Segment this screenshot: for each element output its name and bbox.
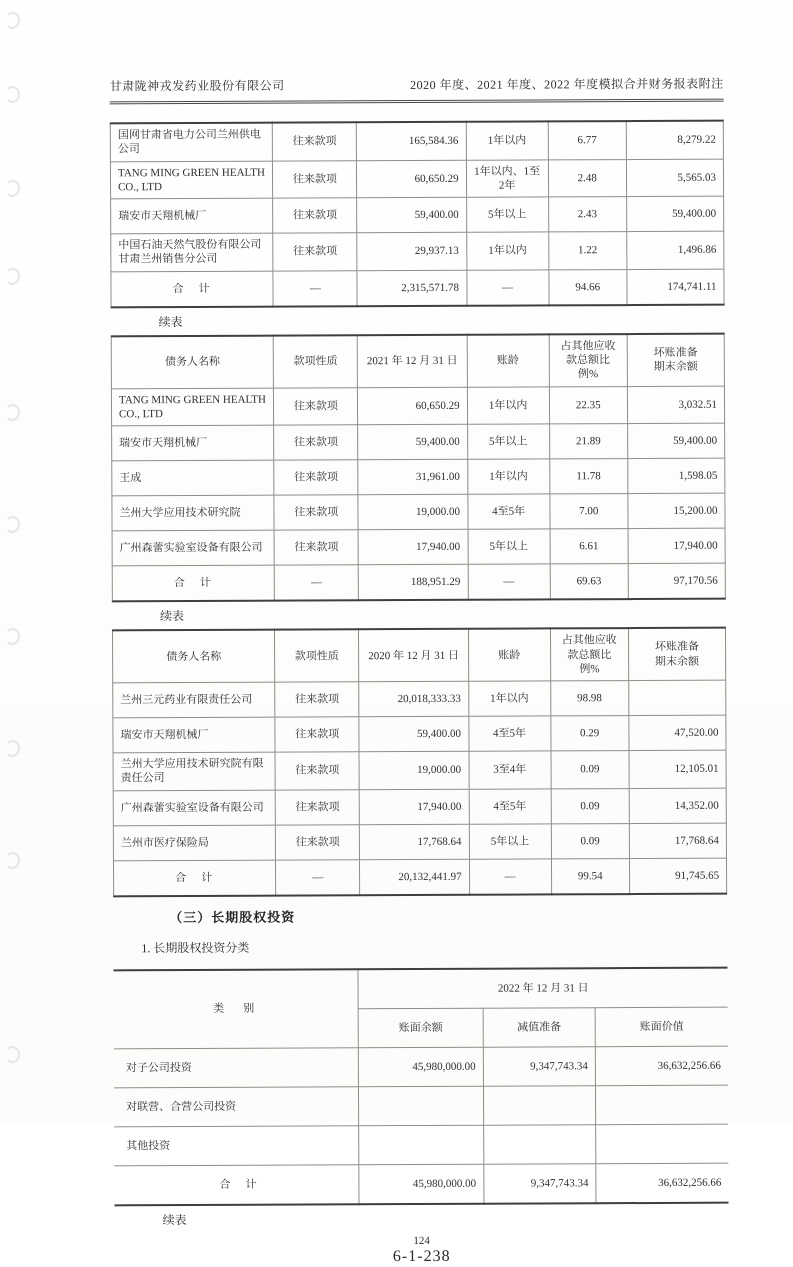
column-header: 2020 年 12 月 31 日 xyxy=(359,629,468,682)
table-cell: 1年以内 xyxy=(467,459,549,494)
table-cell: 98.98 xyxy=(550,681,628,716)
page-content xyxy=(109,0,729,1267)
table-cell: 对子公司投资 xyxy=(114,1048,359,1088)
table-row xyxy=(113,750,726,790)
table-header-row xyxy=(112,628,725,683)
table-row xyxy=(111,231,724,271)
table-cell: — xyxy=(469,859,551,895)
table-row xyxy=(112,458,725,496)
table-cell: 往来款项 xyxy=(274,530,358,565)
table-row xyxy=(112,528,725,566)
table-cell: 5年以上 xyxy=(469,824,551,859)
table-cell: 4至5年 xyxy=(469,789,551,824)
table-cell: 1年以内 xyxy=(466,232,548,270)
table-cell: 合 计 xyxy=(112,565,274,601)
table-cell: 45,980,000.00 xyxy=(359,1164,484,1204)
table-cell: 国网甘肃省电力公司兰州供电公司 xyxy=(110,123,272,162)
table-cell: 兰州大学应用技术研究院 xyxy=(112,495,274,531)
table-cell: 合 计 xyxy=(114,1165,359,1206)
table-cell: 59,400.00 xyxy=(357,197,466,232)
table-cell: 188,951.29 xyxy=(359,565,468,601)
table-row xyxy=(114,1085,728,1127)
table-cell: 0.29 xyxy=(551,716,629,751)
table-cell: 15,200.00 xyxy=(628,493,725,528)
table-cell xyxy=(483,1124,596,1163)
table-cell: 往来款项 xyxy=(273,160,357,198)
table-cell: 19,000.00 xyxy=(358,495,467,530)
table-cell: 1年以内 xyxy=(467,387,549,425)
table-row xyxy=(110,121,723,162)
table-cell: 36,632,256.66 xyxy=(595,1046,728,1086)
binding-hole-mark xyxy=(5,852,20,869)
table-cell: 兰州大学应用技术研究院有限责任公司 xyxy=(113,752,275,790)
table-cell: 王成 xyxy=(112,460,274,496)
table-cell: 60,650.29 xyxy=(358,387,467,425)
table-cell: 21.89 xyxy=(549,424,627,459)
table-row xyxy=(111,386,724,426)
table-cell: TANG MING GREEN HEALTH CO., LTD xyxy=(110,161,272,199)
table-cell: 20,132,441.97 xyxy=(360,859,469,895)
sub-heading: 1. 长期股权投资分类 xyxy=(141,940,250,955)
table-cell: 17,940.00 xyxy=(628,528,725,563)
table-cell: 69.63 xyxy=(550,564,628,600)
column-header: 占其他应收 款总额比例% xyxy=(550,628,628,681)
binding-hole-mark xyxy=(5,516,20,533)
column-header: 款项性质 xyxy=(273,335,357,388)
table-cell: 17,940.00 xyxy=(360,789,469,824)
table-cell: 广州森蕾实验室设备有限公司 xyxy=(112,530,274,566)
binding-hole-mark xyxy=(5,86,20,103)
column-header: 2021 年 12 月 31 日 xyxy=(358,335,467,388)
table-cell: 瑞安市天翔机械厂 xyxy=(111,198,273,234)
table-cell: 往来款项 xyxy=(274,460,358,495)
table-row xyxy=(114,1046,728,1088)
table-cell: 1,598.05 xyxy=(628,458,725,493)
table-row xyxy=(114,1124,728,1166)
table-cell: — xyxy=(276,860,360,896)
table-cell: 9,347,743.34 xyxy=(483,1163,596,1203)
table-cell: 20,018,333.33 xyxy=(359,681,468,716)
binding-hole-mark xyxy=(5,628,20,645)
binding-hole-mark xyxy=(5,1046,20,1063)
binding-marks xyxy=(0,0,30,1122)
table-cell: 11.78 xyxy=(549,459,627,494)
table-cell: 29,937.13 xyxy=(357,232,466,270)
document-header xyxy=(110,75,724,105)
document-footer xyxy=(115,1233,729,1267)
table-cell: 1年以内 xyxy=(468,681,550,716)
table-cell: 其他投资 xyxy=(114,1126,359,1166)
total-row xyxy=(111,269,724,307)
other-receivables-table-2020 xyxy=(112,627,727,897)
table-cell: 2.48 xyxy=(548,159,626,197)
table-cell: 往来款项 xyxy=(273,233,357,271)
table-row xyxy=(111,196,724,234)
table-cell: 31,961.00 xyxy=(358,460,467,495)
section-heading: （三）长期股权投资 xyxy=(169,909,296,925)
table-cell: 174,741.11 xyxy=(627,269,724,305)
table-cell: 94.66 xyxy=(549,269,627,305)
table-cell: 7.00 xyxy=(550,494,628,529)
page-number: 124 xyxy=(413,1234,430,1247)
table-cell: 8,279.22 xyxy=(626,121,723,160)
column-header: 坏账准备 期末余额 xyxy=(627,333,724,386)
table-cell: 36,632,256.66 xyxy=(596,1163,729,1203)
table-cell: 165,584.36 xyxy=(357,122,466,161)
continued-table-label: 续表 xyxy=(158,314,183,329)
table-header-row xyxy=(113,967,727,1009)
table-row xyxy=(113,823,726,861)
table-cell: 60,650.29 xyxy=(357,160,466,198)
table-cell: 17,768.64 xyxy=(629,823,726,858)
book-balance-header: 账面余额 xyxy=(358,1008,483,1048)
total-row xyxy=(114,1163,728,1205)
table-cell: 17,940.00 xyxy=(358,530,467,565)
binding-hole-mark xyxy=(5,180,20,197)
table-cell: 99.54 xyxy=(551,858,629,894)
column-header: 占其他应收 款总额比例% xyxy=(549,334,627,387)
table-row xyxy=(113,680,726,718)
table-row xyxy=(113,788,726,826)
table-cell: 59,400.00 xyxy=(626,196,723,231)
table-cell: 2,315,571.78 xyxy=(357,270,466,306)
column-header: 债务人名称 xyxy=(111,335,273,388)
table-cell: 22.35 xyxy=(549,386,627,424)
table-cell: 4至5年 xyxy=(468,716,550,751)
table-cell: 59,400.00 xyxy=(627,423,724,458)
table-cell: 5,565.03 xyxy=(626,159,723,197)
table-cell: 5年以上 xyxy=(467,424,549,459)
table-cell: — xyxy=(468,564,550,600)
table-cell: 0.09 xyxy=(551,751,629,789)
table-header-row xyxy=(111,333,724,388)
binding-hole-mark xyxy=(5,268,20,285)
table-cell: 5年以上 xyxy=(468,529,550,564)
date-column-header: 2022 年 12 月 31 日 xyxy=(358,967,727,1008)
long-term-equity-table xyxy=(113,966,728,1206)
binding-hole-mark xyxy=(5,740,20,757)
table-cell xyxy=(629,680,726,715)
table-cell: 往来款项 xyxy=(275,790,359,825)
table-cell: 97,170.56 xyxy=(628,563,725,599)
table-cell: 47,520.00 xyxy=(629,715,726,750)
binding-hole-mark xyxy=(5,404,20,421)
table-cell: 往来款项 xyxy=(276,825,360,860)
table-cell xyxy=(483,1085,596,1124)
table-cell: — xyxy=(466,270,548,306)
table-cell: 14,352.00 xyxy=(629,788,726,823)
table-cell: 2.43 xyxy=(548,197,626,232)
table-cell: 17,768.64 xyxy=(360,824,469,859)
other-receivables-table-2021 xyxy=(111,332,726,602)
table-row xyxy=(112,493,725,531)
table-cell: 0.09 xyxy=(551,823,629,858)
table-cell: — xyxy=(273,271,357,307)
table-cell: 合 计 xyxy=(111,271,273,307)
table-cell: 中国石油天然气股份有限公司甘肃兰州销售分公司 xyxy=(111,233,273,271)
impairment-provision-header: 减值准备 xyxy=(483,1007,596,1046)
table-cell xyxy=(359,1086,484,1126)
table-cell: 45,980,000.00 xyxy=(359,1047,484,1087)
table-cell: 兰州市医疗保险局 xyxy=(113,825,275,861)
table-cell: 91,745.65 xyxy=(629,858,726,894)
binding-hole-mark xyxy=(5,12,20,29)
table-row xyxy=(113,715,726,753)
table-cell: 5年以上 xyxy=(466,197,548,232)
total-row xyxy=(113,858,726,896)
table-cell: 19,000.00 xyxy=(359,751,468,789)
table-cell: 12,105.01 xyxy=(629,750,726,788)
table-cell xyxy=(359,1125,484,1165)
column-header: 债务人名称 xyxy=(112,630,274,683)
column-header: 账龄 xyxy=(467,334,549,387)
table-cell: TANG MING GREEN HEALTH CO., LTD xyxy=(111,388,273,426)
table-cell: 3,032.51 xyxy=(627,386,724,424)
company-name: 甘肃陇神戎发药业股份有限公司 xyxy=(109,78,285,94)
table-cell: 1,496.86 xyxy=(627,231,724,269)
table-cell: 6.61 xyxy=(550,529,628,564)
table-cell: 瑞安市天翔机械厂 xyxy=(113,717,275,753)
table-cell: 往来款项 xyxy=(275,717,359,752)
table-cell: 1.22 xyxy=(548,232,626,270)
table-cell: 往来款项 xyxy=(274,495,358,530)
table-row xyxy=(112,423,725,461)
column-header: 账龄 xyxy=(468,629,550,682)
table-cell: 往来款项 xyxy=(274,425,358,460)
table-cell: 4至5年 xyxy=(467,494,549,529)
continued-table-label: 续表 xyxy=(162,1212,187,1227)
table-cell: 6.77 xyxy=(548,121,626,159)
table-cell xyxy=(596,1124,729,1164)
table-cell: 往来款项 xyxy=(273,198,357,233)
other-receivables-table-2022-continued xyxy=(110,120,725,308)
table-cell: 0.09 xyxy=(551,788,629,823)
table-cell: 3至4年 xyxy=(469,751,551,789)
table-cell: 往来款项 xyxy=(275,682,359,717)
table-cell: 1年以内 xyxy=(466,121,548,159)
table-cell: 兰州三元药业有限责任公司 xyxy=(113,682,275,718)
table-cell: — xyxy=(274,565,358,601)
table-cell: 9,347,743.34 xyxy=(483,1046,596,1085)
report-title: 2020 年度、2021 年度、2022 年度模拟合并财务报表附注 xyxy=(410,76,724,93)
table-cell: 1年以内、1至2年 xyxy=(466,160,548,198)
table-cell: 瑞安市天翔机械厂 xyxy=(112,425,274,461)
table-cell: 广州森蕾实验室设备有限公司 xyxy=(113,790,275,826)
table-cell: 对联营、合营公司投资 xyxy=(114,1087,359,1127)
column-header: 款项性质 xyxy=(275,630,359,683)
table-cell xyxy=(596,1085,729,1125)
table-row xyxy=(110,159,723,199)
table-cell: 往来款项 xyxy=(273,122,357,160)
book-value-header: 账面价值 xyxy=(595,1007,728,1047)
table-cell: 往来款项 xyxy=(274,387,358,425)
category-column-header: 类 别 xyxy=(113,969,358,1049)
doc-number: 6-1-238 xyxy=(392,1247,451,1265)
table-cell: 往来款项 xyxy=(275,752,359,790)
table-cell: 59,400.00 xyxy=(359,716,468,751)
column-header: 坏账准备 期末余额 xyxy=(628,628,725,681)
continued-table-label: 续表 xyxy=(159,609,184,624)
table-cell: 59,400.00 xyxy=(358,425,467,460)
total-row xyxy=(112,563,725,601)
table-cell: 合 计 xyxy=(113,860,275,896)
